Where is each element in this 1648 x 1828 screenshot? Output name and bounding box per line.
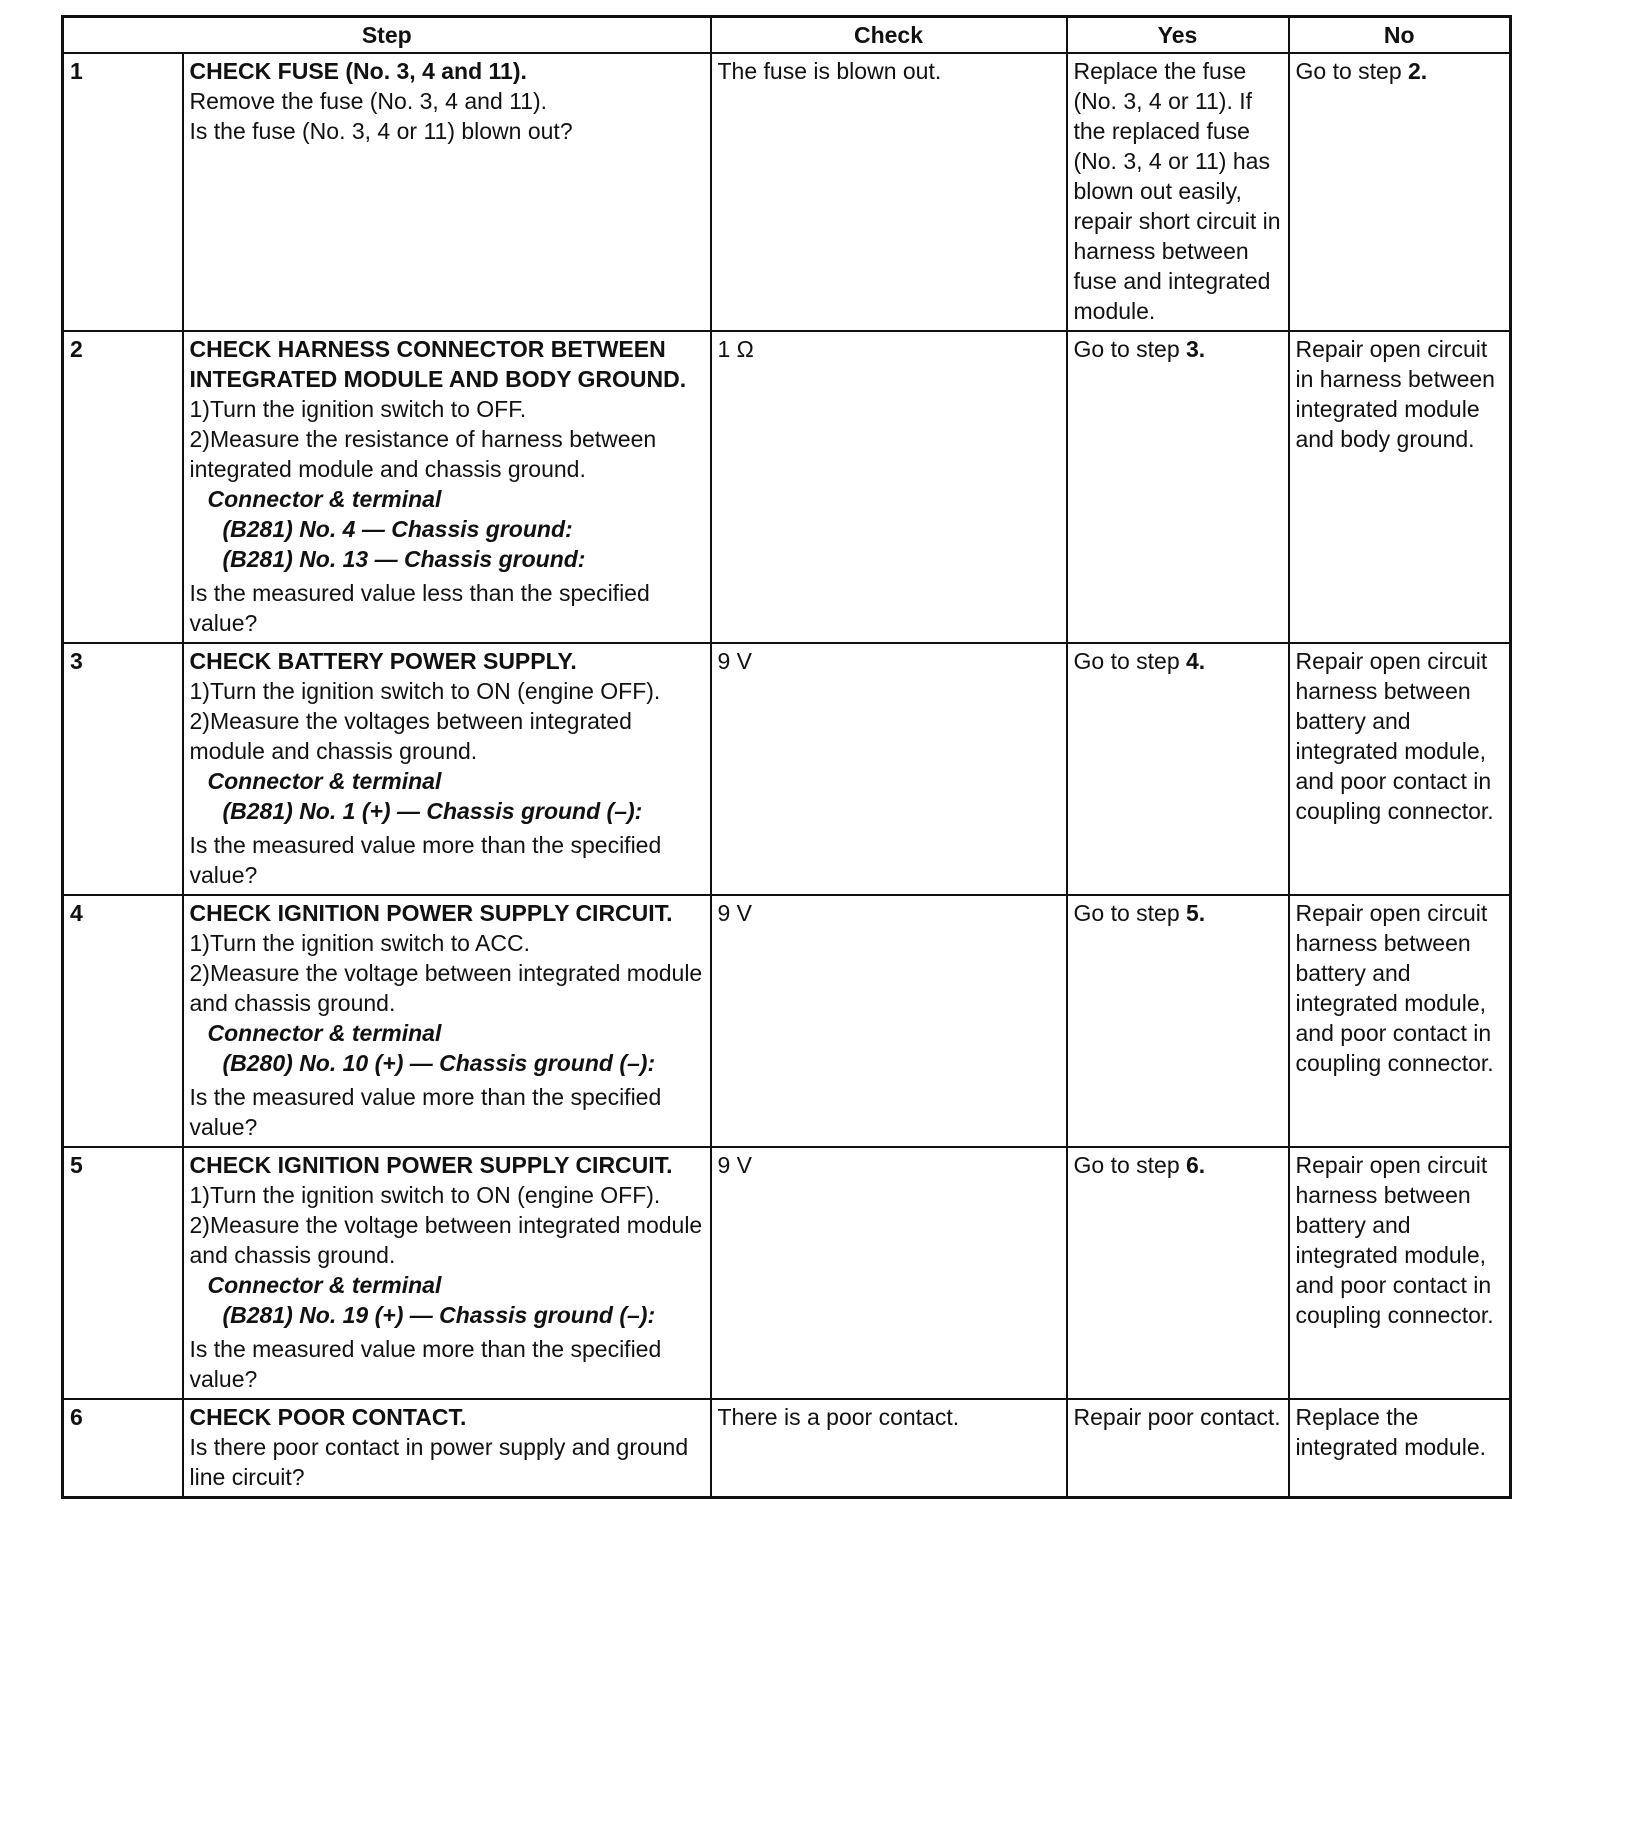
connector-terminal: (B280) No. 10 (+) — Chassis ground (–): (222, 1050, 656, 1076)
connector-heading: Connector & terminal (207, 768, 442, 794)
no-cell: Repair open circuit in harness between integrated module and body ground. (1289, 331, 1511, 643)
no-cell: Repair open circuit harness between battery and integrated module, and poor contact in coupling connector. (1289, 1147, 1511, 1399)
step-question: Is the measured value more than the specified value? (189, 832, 662, 888)
step-title: CHECK BATTERY POWER SUPPLY. (189, 648, 577, 674)
no-cell: Repair open circuit harness between battery and integrated module, and poor contact in coupling connector. (1289, 895, 1511, 1147)
step-instruction: 1)Turn the ignition switch to ON (engine OFF). (189, 1182, 661, 1208)
step-description (183, 895, 711, 1147)
step-title: CHECK IGNITION POWER SUPPLY CIRCUIT. (189, 900, 673, 926)
step-description (183, 643, 711, 895)
step-title: CHECK HARNESS CONNECTOR BETWEEN INTEGRATED MODULE AND BODY GROUND. (189, 336, 687, 392)
step-ref: 3. (1186, 336, 1206, 362)
step-instruction: 2)Measure the voltage between integrated module and chassis ground. (189, 1212, 703, 1268)
check-cell: 1 Ω (711, 331, 1067, 643)
no-text: Go to step (1295, 58, 1409, 84)
step-description (183, 1147, 711, 1399)
step-question: Is the fuse (No. 3, 4 or 11) blown out? (189, 118, 573, 144)
yes-cell (1067, 895, 1289, 1147)
connector-heading: Connector & terminal (207, 1272, 442, 1298)
yes-cell: Repair poor contact. (1067, 1399, 1289, 1498)
step-number: 2 (63, 331, 183, 643)
yes-cell (1067, 643, 1289, 895)
step-title: CHECK FUSE (No. 3, 4 and 11). (189, 58, 527, 84)
step-number: 6 (63, 1399, 183, 1498)
step-description (183, 331, 711, 643)
step-ref: 4. (1186, 648, 1206, 674)
table-row (63, 1147, 1511, 1399)
no-cell (1289, 53, 1511, 331)
step-ref: 6. (1186, 1152, 1206, 1178)
step-number: 1 (63, 53, 183, 331)
step-instruction: 1)Turn the ignition switch to OFF. (189, 396, 527, 422)
step-title: CHECK POOR CONTACT. (189, 1404, 467, 1430)
step-instruction: 1)Turn the ignition switch to ON (engine OFF). (189, 678, 661, 704)
step-ref: 5. (1186, 900, 1206, 926)
step-number: 5 (63, 1147, 183, 1399)
yes-text: Go to step (1073, 648, 1187, 674)
header-row (63, 17, 1511, 54)
table-row (63, 331, 1511, 643)
no-cell: Replace the integrated module. (1289, 1399, 1511, 1498)
table-row (63, 895, 1511, 1147)
step-question: Is the measured value more than the specified value? (189, 1084, 662, 1140)
table-row (63, 1399, 1511, 1498)
header-step: Step (63, 17, 711, 54)
table-row (63, 53, 1511, 331)
no-cell: Repair open circuit harness between battery and integrated module, and poor contact in coupling connector. (1289, 643, 1511, 895)
yes-cell (1067, 331, 1289, 643)
connector-terminal: (B281) No. 1 (+) — Chassis ground (–): (222, 798, 643, 824)
yes-text: Go to step (1073, 336, 1187, 362)
step-question: Is there poor contact in power supply and ground line circuit? (189, 1434, 689, 1490)
connector-heading: Connector & terminal (207, 486, 442, 512)
check-cell: 9 V (711, 1147, 1067, 1399)
step-instruction: Remove the fuse (No. 3, 4 and 11). (189, 88, 548, 114)
step-title: CHECK IGNITION POWER SUPPLY CIRCUIT. (189, 1152, 673, 1178)
yes-text: Go to step (1073, 1152, 1187, 1178)
step-instruction: 2)Measure the voltage between integrated module and chassis ground. (189, 960, 703, 1016)
yes-cell (1067, 1147, 1289, 1399)
connector-heading: Connector & terminal (207, 1020, 442, 1046)
step-description (183, 53, 711, 331)
diagnostic-table (61, 15, 1512, 1499)
step-instruction: 2)Measure the voltages between integrated module and chassis ground. (189, 708, 632, 764)
header-no: No (1289, 17, 1511, 54)
check-cell: 9 V (711, 643, 1067, 895)
step-instruction: 2)Measure the resistance of harness between integrated module and chassis ground. (189, 426, 657, 482)
yes-cell: Replace the fuse (No. 3, 4 or 11). If the replaced fuse (No. 3, 4 or 11) has blown out easily, repair short circuit in harness between fuse and integrated module. (1067, 53, 1289, 331)
step-instruction: 1)Turn the ignition switch to ACC. (189, 930, 530, 956)
header-yes: Yes (1067, 17, 1289, 54)
check-cell: There is a poor contact. (711, 1399, 1067, 1498)
step-ref: 2. (1408, 58, 1428, 84)
table-row (63, 643, 1511, 895)
step-question: Is the measured value less than the specified value? (189, 580, 650, 636)
check-cell: The fuse is blown out. (711, 53, 1067, 331)
header-check: Check (711, 17, 1067, 54)
step-number: 4 (63, 895, 183, 1147)
connector-terminal: (B281) No. 19 (+) — Chassis ground (–): (222, 1302, 656, 1328)
step-question: Is the measured value more than the specified value? (189, 1336, 662, 1392)
connector-terminal: (B281) No. 4 — Chassis ground: (222, 516, 573, 542)
yes-text: Go to step (1073, 900, 1187, 926)
connector-terminal: (B281) No. 13 — Chassis ground: (222, 546, 586, 572)
step-number: 3 (63, 643, 183, 895)
check-cell: 9 V (711, 895, 1067, 1147)
step-description (183, 1399, 711, 1498)
